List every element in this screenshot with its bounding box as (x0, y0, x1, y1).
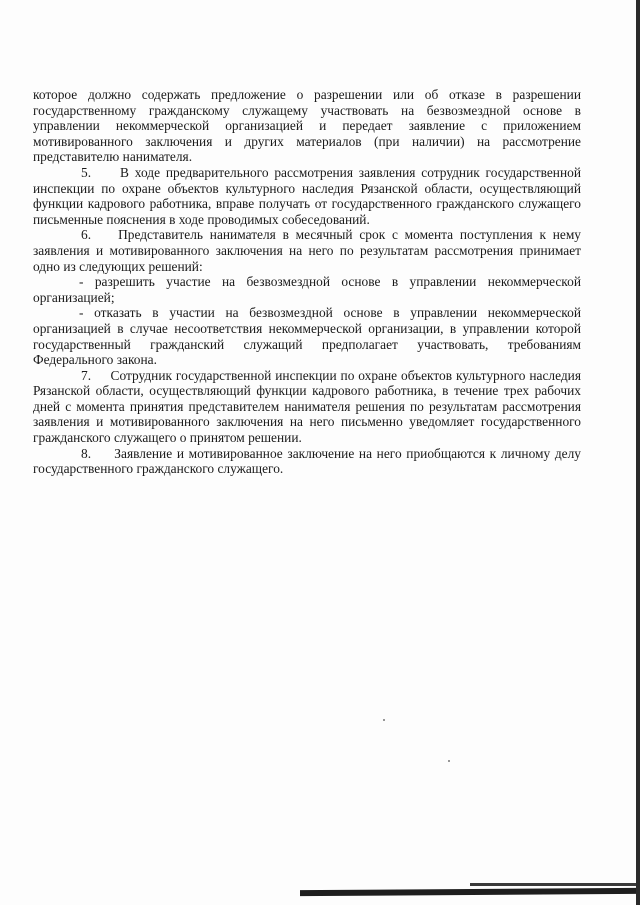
scan-speck (448, 760, 450, 762)
scan-artifact-thin-line (470, 883, 636, 886)
scan-speck (383, 719, 385, 721)
scan-artifact-bottom-line (300, 888, 636, 896)
paragraph-continuation: которое должно содержать предложение о разрешении или об отказе в разрешении государственному гражданскому служащему участвовать на безвозмездной основе в управлении некоммерческой организацией и передает заявление с приложением мотивированного заключения и других материалов (при наличии) на рассмотрение представителю нанимателя. (33, 87, 581, 165)
paragraph-item-7: 7. Сотрудник государственной инспекции по охране объектов культурного наследия Рязанской области, осуществляющий функции кадрового работника, в течение трех рабочих дней с момента принятия представителем нанимателя решения по результатам рассмотрения заявления и мотивированного заключения на него письменно уведомляет государственного гражданского служащего о принятом решении. (33, 367, 581, 446)
paragraph-item-5: 5. В ходе предварительного рассмотрения заявления сотрудник государственной инспекции по охране объектов культурного наследия Рязанской области, осуществляющий функции кадрового работника, вправе получать от государственного гражданского служащего письменные пояснения в ходе проводимых собеседований. (33, 164, 581, 227)
paragraph-item-8: 8. Заявление и мотивированное заключение на него приобщаются к личному делу государственного гражданского служащего. (33, 445, 581, 477)
paragraph-option-permit: - разрешить участие на безвозмездной основе в управлении некоммерческой организацией; (33, 274, 581, 305)
document-body (33, 87, 581, 477)
paragraph-option-refuse: - отказать в участии на безвозмездной основе в управлении некоммерческой организацией в случае несоответствия некоммерческой организации, в управлении которой государственный гражданский служащий предполагает участвовать, требованиям Федерального закона. (33, 305, 581, 368)
scan-edge-shadow (636, 0, 640, 905)
paragraph-item-6: 6. Представитель нанимателя в месячный срок с момента поступления к нему заявления и мотивированного заключения на него по результатам рассмотрения принимает одно из следующих решений: (33, 227, 581, 274)
